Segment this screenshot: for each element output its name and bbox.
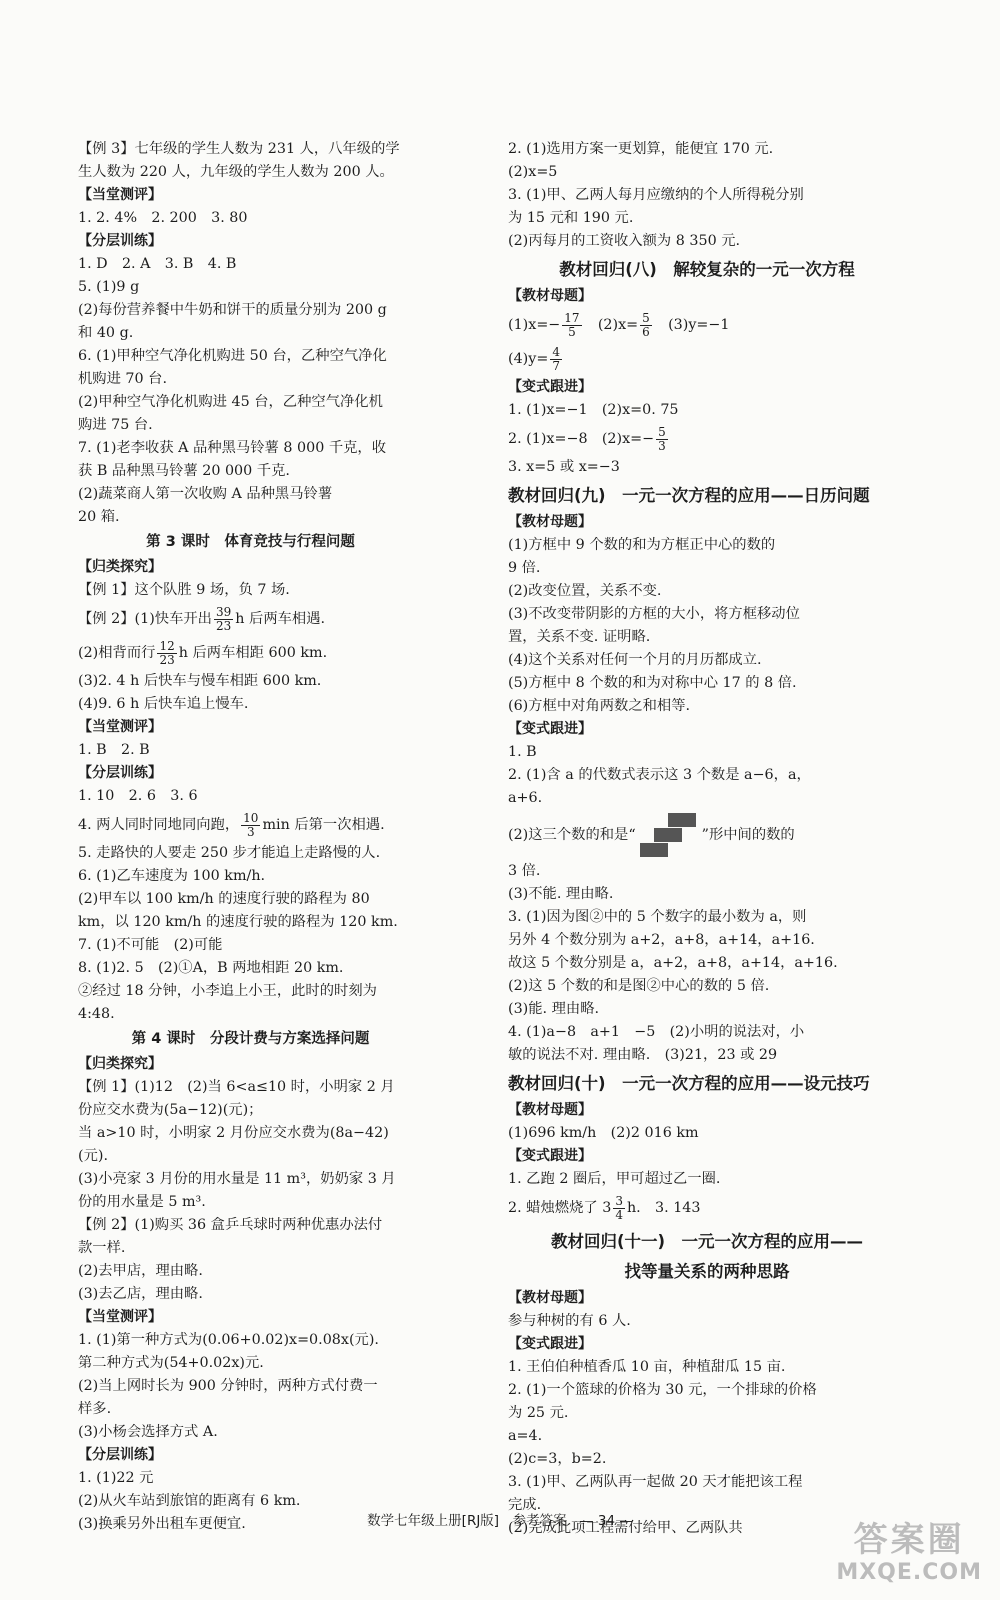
section-tag: 【 变式跟进 】 (508, 718, 906, 741)
section-tag: 【 分层训练 】 (78, 762, 423, 785)
answer-line: (3)小杨会选择方式 A. (78, 1424, 218, 1440)
chapter-heading: 教材回归(十) 一元一次方程的应用——设元技巧 (508, 1074, 870, 1093)
answer-line: (3)去乙店，理由略. (78, 1286, 203, 1302)
fraction-denominator: 3 (246, 824, 255, 839)
shaded-cell (668, 813, 682, 827)
section-tag: 【 变式跟进 】 (508, 1333, 906, 1356)
answer-line: (2)当上网时长为 900 分钟时，两种方式付费一 (78, 1378, 378, 1394)
answer-line: a=4. (508, 1428, 543, 1444)
answer-line: 当 a>10 时，小明家 2 月份应交水费为(8a−42) (78, 1125, 389, 1141)
watermark-url: MXQE.COM (836, 1560, 982, 1585)
answer-line: 2. 蜡烛燃烧了 3 $\frac{3}{4}$ h. 3. 143 (508, 1193, 701, 1222)
fraction (214, 606, 233, 633)
section-tag: 【 教材母题 】 (508, 511, 906, 534)
answer-line: 1. (1)22 元 (78, 1470, 154, 1486)
answer-line: 1. B (508, 744, 537, 760)
answer-line: (2)去甲店，理由略. (78, 1263, 203, 1279)
fraction-numerator: 39 (215, 604, 232, 619)
answer-line: 8. (1)2. 5 (2)①A，B 两地相距 20 km. (78, 960, 344, 976)
answer-line: (2)完成此项工程需付给甲、乙两队共 (508, 1520, 743, 1536)
shaded-cell (682, 813, 696, 827)
answer-line: (2)这三个数的和是“ ”形中间的数的 (508, 810, 906, 860)
answer-line: 2. (1)一个篮球的价格为 30 元，一个排球的价格 (508, 1382, 817, 1398)
answer-line: (3)能. 理由略. (508, 1001, 600, 1017)
watermark-logo-text: 答案圈 (853, 1520, 965, 1560)
section-tag: 【 变式跟进 】 (508, 376, 906, 399)
answer-line: (1)696 km/h (2)2 016 km (508, 1125, 699, 1141)
answer-line: 参与种树的有 6 人. (508, 1313, 631, 1329)
answer-line: (元). (78, 1148, 108, 1164)
chapter-heading: 教材回归(九) 一元一次方程的应用——日历问题 (508, 486, 870, 505)
shaded-cell (654, 828, 668, 842)
answer-line: (4)这个关系对任何一个月的月历都成立. (508, 652, 762, 668)
fraction-numerator: 12 (159, 638, 175, 653)
answer-line: 1. D 2. A 3. B 4. B (78, 256, 237, 272)
section-tag: 【 教材母题 】 (508, 1099, 906, 1122)
answer-line: 【例 2】(1)快车开出 $\frac{39}{23}$ h 后两车相遇. (78, 604, 326, 633)
answer-line: 4. (1)a−8 a+1 −5 (2)小明的说法对，小 (508, 1024, 805, 1040)
answer-line: (3)小亮家 3 月份的用水量是 11 m³，奶奶家 3 月 (78, 1171, 396, 1187)
answer-line: 4:48. (78, 1006, 115, 1022)
answer-line: 【例 2】(1)购买 36 盒乒乓球时两种优惠办法付 (78, 1217, 383, 1233)
fraction (562, 312, 581, 339)
answer-line: (3)换乘另外出租车更便宜. (78, 1516, 246, 1532)
answer-line: 完成. (508, 1497, 542, 1513)
lesson-heading: 第 3 课时 体育竞技与行程问题 (146, 534, 355, 550)
answer-line: (3)不能. 理由略. (508, 886, 614, 902)
answer-line: 样多. (78, 1401, 112, 1417)
answer-line: (1)方框中 9 个数的和为方框正中心的数的 (508, 537, 776, 553)
shaded-cell (640, 843, 654, 857)
answer-line: (2)蔬菜商人第一次收购 A 品种黑马铃薯 (78, 486, 333, 502)
answer-line: (4)y= $\frac{4}{7}$ (508, 344, 560, 373)
answer-line: (2)丙每月的工资收入额为 8 350 元. (508, 233, 741, 249)
section-tag: 【 当堂测评 】 (78, 716, 423, 739)
fraction-denominator: 3 (658, 438, 666, 453)
calendar-shape-figure (640, 813, 698, 857)
answer-line: (2)这 5 个数的和是图②中心的数的 5 倍. (508, 978, 770, 994)
right-column (508, 138, 906, 1540)
answer-line: 机购进 70 台. (78, 371, 168, 387)
answer-line: (2)从火车站到旅馆的距离有 6 km. (78, 1493, 301, 1509)
answer-line: 5. (1)9 g (78, 279, 140, 295)
answer-line: 5. 走路快的人要走 250 步才能追上走路慢的人. (78, 845, 381, 861)
answer-line: 为 25 元. (508, 1405, 569, 1421)
answer-line: 9 倍. (508, 560, 541, 576)
answer-line: 3. (1)甲、乙两队再一起做 20 天才能把该工程 (508, 1474, 803, 1490)
answer-line: 7. (1)不可能 (2)可能 (78, 937, 223, 953)
answer-line: 敏的说法不对. 理由略. (3)21，23 或 29 (508, 1047, 778, 1063)
answer-line: 1. (1)第一种方式为(0.06+0.02)x=0.08x(元). (78, 1332, 379, 1348)
fraction-denominator: 4 (615, 1207, 623, 1222)
answer-line: ②经过 18 分钟，小李追上小王，此时的时刻为 (78, 983, 377, 999)
section-tag: 【 教材母题 】 (508, 285, 906, 308)
answer-line: 1. 王伯伯种植香瓜 10 亩，种植甜瓜 15 亩. (508, 1359, 786, 1375)
answer-line: 20 箱. (78, 509, 120, 525)
answer-line: (2)c=3，b=2. (508, 1451, 607, 1467)
answer-line: (3)2. 4 h 后快车与慢车相距 600 km. (78, 673, 322, 689)
lesson-heading: 第 4 课时 分段计费与方案选择问题 (131, 1031, 370, 1047)
answer-line: 7. (1)老李收获 A 品种黑马铃薯 8 000 千克，收 (78, 440, 387, 456)
fraction (241, 812, 260, 839)
answer-line: 和 40 g. (78, 325, 134, 341)
fraction-numerator: 5 (658, 424, 666, 439)
answer-line: 【例 1】这个队胜 9 场，负 7 场. (78, 582, 290, 598)
answer-line: (5)方框中 8 个数的和为对称中心 17 的 8 倍. (508, 675, 797, 691)
answer-line: 为 15 元和 190 元. (508, 210, 634, 226)
chapter-heading: 教材回归(十一) 一元一次方程的应用—— (550, 1232, 864, 1251)
answer-line: 置，关系不变. 证明略. (508, 629, 651, 645)
answer-line: 另外 4 个数分别为 a+2，a+8，a+14，a+16. (508, 932, 815, 948)
fraction-numerator: 17 (564, 310, 580, 325)
answer-line: (1)x=− $\frac{17}{5}$ (2)x= $\frac{5}{6}$ (3)y=−1 (508, 310, 730, 339)
answer-line: a+6. (508, 790, 543, 806)
fraction-numerator: 10 (243, 810, 259, 825)
answer-line: (2)甲车以 100 km/h 的速度行驶的路程为 80 (78, 891, 370, 907)
answer-line: (4)9. 6 h 后快车追上慢车. (78, 696, 249, 712)
shaded-cell (668, 828, 682, 842)
fraction (640, 312, 652, 339)
section-tag: 【 分层训练 】 (78, 230, 423, 253)
answer-line: 3 倍. (508, 863, 541, 879)
answer-line: 1. (1)x=−1 (2)x=0. 75 (508, 402, 679, 418)
fraction (656, 426, 668, 453)
answer-line: 【例 3】七年级的学生人数为 231 人，八年级的学 (78, 141, 400, 157)
section-tag: 【 分层训练 】 (78, 1444, 423, 1467)
answer-line: 1. 2. 4% 2. 200 3. 80 (78, 210, 248, 226)
answer-line: 1. 10 2. 6 3. 6 (78, 788, 198, 804)
fraction-denominator: 6 (642, 324, 650, 339)
shaded-cell (654, 843, 668, 857)
fraction (550, 346, 562, 373)
watermark (836, 1520, 982, 1586)
answer-line: 2. (1)x=−8 (2)x=− $\frac{5}{3}$ (508, 424, 666, 453)
answer-line: 6. (1)甲种空气净化机购进 50 台，乙种空气净化 (78, 348, 387, 364)
answer-line: (2)x=5 (508, 164, 558, 180)
answer-line: 3. (1)因为图②中的 5 个数字的最小数为 a，则 (508, 909, 807, 925)
answer-line: (2)改变位置，关系不变. (508, 583, 662, 599)
fraction-numerator: 4 (552, 344, 560, 359)
answer-line: (2)甲种空气净化机购进 45 台，乙种空气净化机 (78, 394, 383, 410)
chapter-heading: 找等量关系的两种思路 (624, 1262, 790, 1281)
answer-line: 3. (1)甲、乙两人每月应缴纳的个人所得税分别 (508, 187, 804, 203)
answer-line: 份应交水费为(5a−12)(元)； (78, 1102, 263, 1118)
answer-line: 1. B 2. B (78, 742, 150, 758)
answer-line: 故这 5 个数分别是 a，a+2，a+8，a+14，a+16. (508, 955, 838, 971)
fraction (157, 640, 176, 667)
answer-line: 【例 1】(1)12 (2)当 6<a≤10 时，小明家 2 月 (78, 1079, 395, 1095)
answer-line: (2)相背而行 $\frac{12}{23}$ h 后两车相距 600 km. (78, 638, 328, 667)
fraction-numerator: 5 (642, 310, 650, 325)
answer-line: 2. (1)选用方案一更划算，能便宜 170 元. (508, 141, 774, 157)
answer-line: 3. x=5 或 x=−3 (508, 459, 620, 475)
answer-line: 获 B 品种黑马铃薯 20 000 千克. (78, 463, 290, 479)
answer-line: (3)不改变带阴影的方框的大小，将方框移动位 (508, 606, 800, 622)
section-tag: 【 教材母题 】 (508, 1287, 906, 1310)
section-tag: 【 当堂测评 】 (78, 1306, 423, 1329)
section-tag: 【 归类探究 】 (78, 1053, 423, 1076)
fraction-denominator: 5 (568, 324, 576, 339)
section-tag: 【 归类探究 】 (78, 556, 423, 579)
section-tag: 【 当堂测评 】 (78, 184, 423, 207)
answer-line: 4. 两人同时同地同向跑， $\frac{10}{3}$ min 后第一次相遇. (78, 810, 385, 839)
fraction-denominator: 23 (159, 652, 175, 667)
answer-line: 第二种方式为(54+0.02x)元. (78, 1355, 264, 1371)
answer-line: km，以 120 km/h 的速度行驶的路程为 120 km. (78, 914, 398, 930)
answer-line: 6. (1)乙车速度为 100 km/h. (78, 868, 266, 884)
fraction-denominator: 7 (552, 358, 560, 373)
fraction (613, 1195, 625, 1222)
answer-line: 购进 75 台. (78, 417, 153, 433)
answer-line: 1. 乙跑 2 圈后，甲可超过乙一圈. (508, 1171, 721, 1187)
answer-line: (2)每份营养餐中牛奶和饼干的质量分别为 200 g (78, 302, 387, 318)
left-column (78, 138, 423, 1536)
answer-line: (6)方框中对角两数之和相等. (508, 698, 691, 714)
answer-line: 2. (1)含 a 的代数式表示这 3 个数是 a−6，a， (508, 767, 811, 783)
answer-line: 款一样. (78, 1240, 126, 1256)
answer-line: 生人数为 220 人，九年级的学生人数为 200 人。 (78, 164, 394, 180)
chapter-heading: 教材回归(八) 解较复杂的一元一次方程 (559, 260, 855, 279)
fraction-denominator: 23 (215, 618, 232, 633)
fraction-numerator: 3 (615, 1193, 623, 1208)
answer-line: 份的用水量是 5 m³. (78, 1194, 206, 1210)
section-tag: 【 变式跟进 】 (508, 1145, 906, 1168)
page-footer: 数学七年级上册[RJ版] 参考答案 — 34 — (367, 1513, 633, 1529)
